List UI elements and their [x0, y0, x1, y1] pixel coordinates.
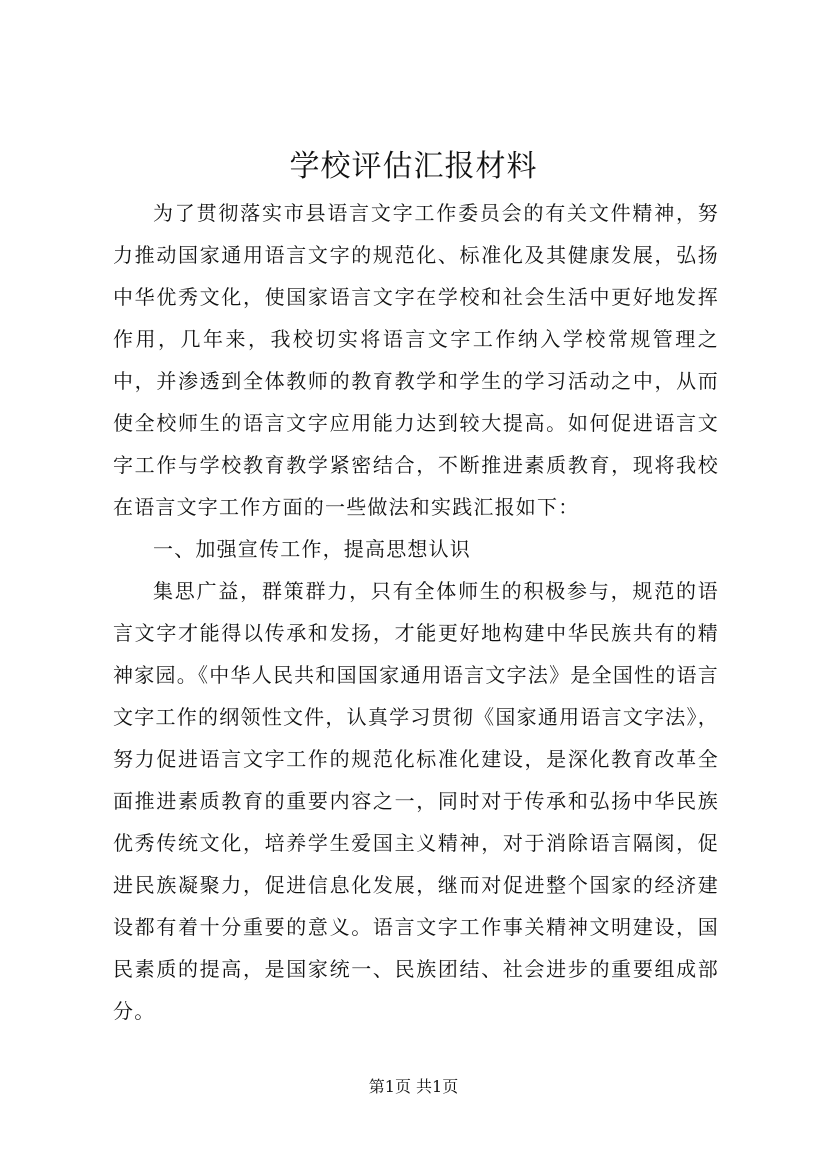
document-title: 学校评估汇报材料 — [289, 149, 538, 184]
document-body — [113, 192, 719, 1032]
intro-paragraph: 为了贯彻落实市县语言文字工作委员会的有关文件精神，努力推动国家通用语言文字的规范化、标准化及其健康发展，弘扬中华优秀文化，使国家语言文字在学校和社会生活中更好地发挥作用，几年来，我校切实将语言文字工作纳入学校常规管理之中，并渗透到全体教师的教育教学和学生的学习活动之中，从而使全校师生的语言文字应用能力达到较大提高。如何促进语言文字工作与学校教育教学紧密结合，不断推进素质教育，现将我校在语言文字工作方面的一些做法和实践汇报如下： — [113, 201, 719, 519]
page-footer: 第1页 共1页 — [368, 1077, 459, 1096]
section-paragraph: 集思广益，群策群力，只有全体师生的积极参与，规范的语言文字才能得以传承和发扬，才能更好地构建中华民族共有的精神家园。《中华人民共和国国家通用语言文字法》是全国性的语言文字工作的纲领性文件，认真学习贯彻《国家通用语言文字法》，努力促进语言文字工作的规范化标准化建设，是深化教育改革全面推进素质教育的重要内容之一，同时对于传承和弘扬中华民族优秀传统文化，培养学生爱国主义精神，对于消除语言隔阂，促进民族凝聚力，促进信息化发展，继而对促进整个国家的经济建设都有着十分重要的意义。语言文字工作事关精神文明建设，国民素质的提高，是国家统一、民族团结、社会进步的重要组成部分。 — [113, 579, 719, 1023]
section-heading: 一、加强宣传工作，提高思想认识 — [153, 537, 471, 561]
